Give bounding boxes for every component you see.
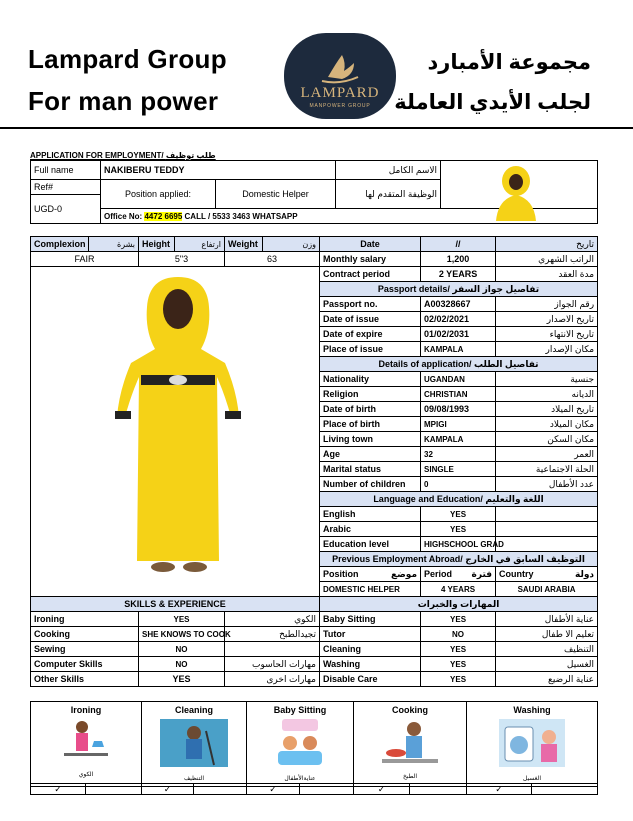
logo-text: LAMPARD <box>300 85 380 101</box>
ironing-icon <box>56 717 116 765</box>
skill-cleaning-arabic: التنظيف <box>496 642 598 657</box>
passport-section-title: Passport details/ تفاصيل جواز السفر <box>320 282 598 297</box>
full-name-value: NAKIBERU TEDDY <box>101 161 336 180</box>
form-title: APPLICATION FOR EMPLOYMENT/ طلب توظيف <box>30 151 216 160</box>
skill-washing-label: Washing <box>320 657 421 672</box>
skill-other-value: YES <box>139 672 225 687</box>
birth-place-value: MPIGI <box>421 417 496 432</box>
office-suffix: CALL / 5533 3463 WHATSAPP <box>184 211 298 221</box>
children-label: Number of children <box>320 477 421 492</box>
contract-value: 2 YEARS <box>421 267 496 282</box>
position-arabic: الوظيفة المتقدم لها <box>336 180 441 209</box>
prev-position-header <box>320 567 421 582</box>
issue-place-arabic: مكان الإصدار <box>496 342 598 357</box>
age-value: 32 <box>421 447 496 462</box>
gallery-washing-arabic: الغسيل <box>522 776 542 782</box>
passport-no-arabic: رقم الجواز <box>496 297 598 312</box>
religion-label: Religion <box>320 387 421 402</box>
prev-period-label: Period <box>424 568 453 579</box>
gallery-ironing-title: Ironing <box>70 705 102 715</box>
office-prefix: Office No: <box>104 211 143 221</box>
salary-label: Monthly salary <box>320 252 421 267</box>
skill-tutor-arabic: تعليم الا طفال <box>496 627 598 642</box>
gallery-ironing-arabic: الكوي <box>78 772 94 778</box>
skill-computer-label: Computer Skills <box>31 657 139 672</box>
date-label: Date <box>320 237 421 252</box>
skills-gallery <box>30 701 598 787</box>
birth-place-arabic: مكان الميلاد <box>496 417 598 432</box>
skills-check-row <box>30 783 598 795</box>
birth-date-arabic: تاريخ الميلاد <box>496 402 598 417</box>
gallery-cleaning-title: Cleaning <box>174 705 213 715</box>
company-name-line2: For man power <box>28 86 219 116</box>
issue-place-value: KAMPALA <box>421 342 496 357</box>
prev-country-header <box>496 567 598 582</box>
gallery-babysitting-title: Baby Sitting <box>273 705 327 715</box>
passport-no-label: Passport no. <box>320 297 421 312</box>
skill-computer-value: NO <box>139 657 225 672</box>
prev-country-arabic: دولة <box>574 568 595 579</box>
full-name-arabic: الاسم الكامل <box>336 161 441 180</box>
passport-no-value: A00328667 <box>421 297 496 312</box>
ref-value: UGD-0 <box>31 195 101 224</box>
ref-label: Ref# <box>31 180 101 195</box>
skill-disablecare-label: Disable Care <box>320 672 421 687</box>
gallery-washing-title: Washing <box>513 705 551 715</box>
skill-ironing-label: Ironing <box>31 612 139 627</box>
language-section-title: Language and Education/ اللغة والتعليم <box>320 492 598 507</box>
expiry-date-label: Date of expire <box>320 327 421 342</box>
position-value: Domestic Helper <box>216 180 336 209</box>
gallery-cooking <box>354 702 467 787</box>
skill-computer-arabic: مهارات الحاسوب <box>225 657 320 672</box>
full-name-label: Full name <box>31 161 101 180</box>
applicant-info-table <box>30 160 598 224</box>
marital-status-arabic: الحلة الاجتماعية <box>496 462 598 477</box>
issue-place-label: Place of issue <box>320 342 421 357</box>
skill-other-label: Other Skills <box>31 672 139 687</box>
gallery-washing <box>467 702 598 787</box>
skill-ironing-arabic: الكوي <box>225 612 320 627</box>
prev-position-arabic: موضع <box>390 568 418 579</box>
prev-period-arabic: فترة <box>471 568 493 579</box>
height-arabic: ارتفاع <box>175 237 225 252</box>
prev-period-value: 4 YEARS <box>421 582 496 597</box>
salary-value: 1,200 <box>421 252 496 267</box>
washing-icon <box>497 717 567 769</box>
complexion-value: FAIR <box>31 252 139 267</box>
babysitting-check: ✓ <box>247 784 300 795</box>
height-value: 5"3 <box>139 252 225 267</box>
company-name-line1: Lampard Group <box>28 44 227 74</box>
skill-sewing-value: NO <box>139 642 225 657</box>
english-label: English <box>320 507 421 522</box>
issue-date-label: Date of issue <box>320 312 421 327</box>
gallery-ironing <box>31 702 142 787</box>
ironing-check: ✓ <box>31 784 86 795</box>
complexion-label: Complexion <box>31 237 89 252</box>
skill-cleaning-label: Cleaning <box>320 642 421 657</box>
religion-value: CHRISTIAN <box>421 387 496 402</box>
skill-babysitting-label: Baby Sitting <box>320 612 421 627</box>
arabic-tagline: لجلب الأيدي العاملة <box>394 91 591 114</box>
arabic-label: Arabic <box>320 522 421 537</box>
salary-arabic: الراتب الشهري <box>496 252 598 267</box>
cooking-check: ✓ <box>354 784 410 795</box>
skill-disablecare-value: YES <box>421 672 496 687</box>
contract-arabic: مدة العقد <box>496 267 598 282</box>
expiry-date-value: 01/02/2031 <box>421 327 496 342</box>
gallery-cleaning-arabic: التنظيف <box>183 776 205 782</box>
children-arabic: عدد الأطفال <box>496 477 598 492</box>
prev-period-header <box>421 567 496 582</box>
prev-position-label: Position <box>323 568 359 579</box>
prev-position-value: DOMESTIC HELPER <box>320 582 421 597</box>
birth-date-label: Date of birth <box>320 402 421 417</box>
cleaning-check: ✓ <box>142 784 194 795</box>
gallery-cooking-arabic: الطبخ <box>402 774 418 780</box>
skill-cooking-value: SHE KNOWS TO COOK <box>139 627 225 642</box>
babysitting-icon <box>268 717 332 769</box>
english-value: YES <box>421 507 496 522</box>
office-number-highlight: 4472 6695 <box>144 211 183 221</box>
weight-label: Weight <box>225 237 263 252</box>
birth-date-value: 09/08/1993 <box>421 402 496 417</box>
skill-other-arabic: مهارات اخرى <box>225 672 320 687</box>
issue-date-arabic: تاريخ الاصدار <box>496 312 598 327</box>
skills-title-ar: المهارات والخبرات <box>320 597 598 612</box>
living-town-value: KAMPALA <box>421 432 496 447</box>
nationality-arabic: جنسية <box>496 372 598 387</box>
marital-status-value: SINGLE <box>421 462 496 477</box>
height-label: Height <box>139 237 175 252</box>
full-body-photo-cell <box>31 267 320 597</box>
gallery-cleaning <box>142 702 247 787</box>
children-value: 0 <box>421 477 496 492</box>
arabic-company-name: مجموعة الأمبارد <box>427 51 591 74</box>
skill-cooking-label: Cooking <box>31 627 139 642</box>
skill-babysitting-arabic: عناية الأطفال <box>496 612 598 627</box>
application-section-title: Details of application/ تفاصيل الطلب <box>320 357 598 372</box>
header-divider <box>0 127 633 129</box>
education-value: HIGHSCHOOL GRAD <box>421 537 496 552</box>
applicant-portrait-cell <box>441 161 598 209</box>
nationality-label: Nationality <box>320 372 421 387</box>
skill-cooking-arabic: تجيدالطبخ <box>225 627 320 642</box>
skill-washing-value: YES <box>421 657 496 672</box>
complexion-arabic: بشرة <box>89 237 139 252</box>
contract-label: Contract period <box>320 267 421 282</box>
previous-employment-title: Previous Employment Abroad/ التوظيف السابق في الخارج <box>320 552 598 567</box>
applicant-portrait <box>486 163 546 221</box>
living-town-label: Living town <box>320 432 421 447</box>
skill-ironing-value: YES <box>139 612 225 627</box>
weight-arabic: وزن <box>263 237 320 252</box>
washing-check: ✓ <box>467 784 532 795</box>
skill-tutor-label: Tutor <box>320 627 421 642</box>
skill-cleaning-value: YES <box>421 642 496 657</box>
gallery-cooking-title: Cooking <box>392 705 428 715</box>
date-arabic: تاريخ <box>496 237 598 252</box>
date-value: // <box>421 237 496 252</box>
issue-date-value: 02/02/2021 <box>421 312 496 327</box>
skill-sewing-arabic <box>225 642 320 657</box>
age-label: Age <box>320 447 421 462</box>
weight-value: 63 <box>225 252 320 267</box>
nationality-value: UGANDAN <box>421 372 496 387</box>
cleaning-icon <box>158 717 230 769</box>
gallery-babysitting <box>247 702 354 787</box>
skill-tutor-value: NO <box>421 627 496 642</box>
expiry-date-arabic: تاريخ الانتهاء <box>496 327 598 342</box>
age-arabic: العمر <box>496 447 598 462</box>
living-town-arabic: مكان السكن <box>496 432 598 447</box>
birth-place-label: Place of birth <box>320 417 421 432</box>
skills-title-en: SKILLS & EXPERIENCE <box>31 597 320 612</box>
gallery-babysitting-arabic: عنايةالأطفال <box>284 776 316 782</box>
details-table <box>30 236 598 687</box>
prev-country-label: Country <box>499 568 534 579</box>
skill-babysitting-value: YES <box>421 612 496 627</box>
logo-subtext: MANPOWER GROUP <box>309 103 371 109</box>
arabic-value: YES <box>421 522 496 537</box>
marital-status-label: Marital status <box>320 462 421 477</box>
skill-sewing-label: Sewing <box>31 642 139 657</box>
position-label: Position applied: <box>101 180 216 209</box>
full-body-photo <box>103 271 253 581</box>
education-label: Education level <box>320 537 421 552</box>
skill-washing-arabic: الغسيل <box>496 657 598 672</box>
skill-disablecare-arabic: عناية الرضيع <box>496 672 598 687</box>
cooking-icon <box>380 717 440 767</box>
company-logo <box>284 33 396 119</box>
prev-country-value: SAUDI ARABIA <box>496 582 598 597</box>
religion-arabic: الديانه <box>496 387 598 402</box>
